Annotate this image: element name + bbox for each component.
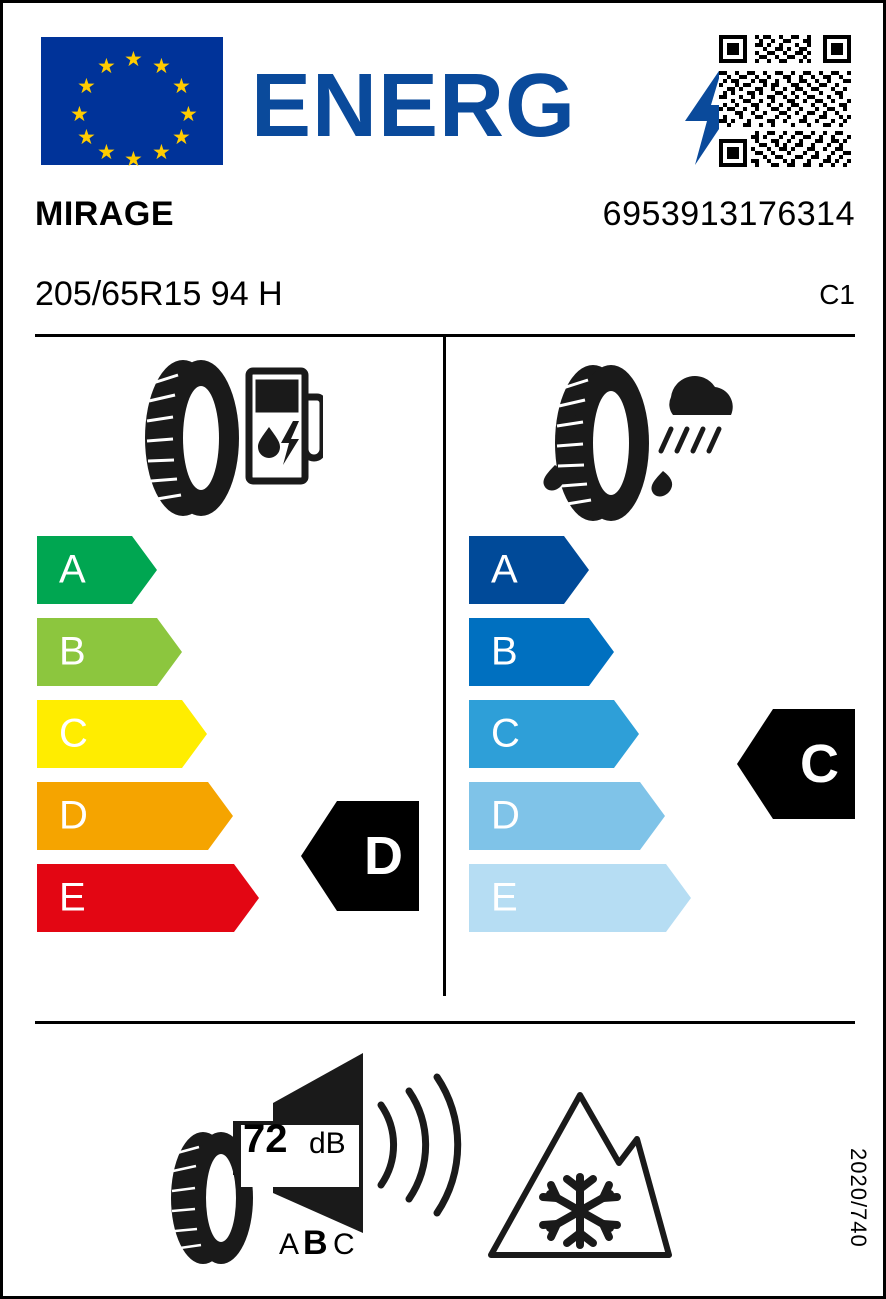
- brand-row: [35, 195, 855, 241]
- fuel-grade-letter: E: [59, 875, 86, 920]
- fuel-grade-letter: B: [59, 629, 86, 674]
- noise-class-a: A: [279, 1228, 300, 1261]
- tyre-rain-cloud-icon: [531, 353, 741, 523]
- wet-grade-letter: A: [491, 547, 518, 592]
- fuel-grade-letter: A: [59, 547, 86, 592]
- qr-code-icon: [719, 35, 851, 167]
- wet-grade-row: [469, 536, 729, 604]
- tyre-class: C1: [819, 279, 855, 310]
- wet-grip-scale: [469, 536, 729, 946]
- divider-vertical: [443, 334, 446, 996]
- fuel-grade-row: [37, 782, 297, 850]
- fuel-grade-row: [37, 700, 297, 768]
- fuel-grade-row: [37, 618, 297, 686]
- wet-grade-row: [469, 864, 729, 932]
- fuel-grade-row: [37, 864, 297, 932]
- divider-bottom: [35, 1021, 855, 1024]
- wet-grade-row: [469, 782, 729, 850]
- wet-grade-row: [469, 618, 729, 686]
- noise-value: 72: [243, 1117, 288, 1161]
- label-header: [41, 35, 851, 175]
- energy-wordmark: ENERG: [251, 56, 577, 156]
- noise-class-c: C: [333, 1228, 355, 1261]
- fuel-rating-letter: D: [364, 826, 403, 886]
- wet-rating-marker: [737, 709, 855, 819]
- wet-grade-letter: D: [491, 793, 520, 838]
- tyre-fuel-pump-icon: [123, 353, 323, 523]
- fuel-rating-marker: [301, 801, 419, 911]
- brand-name: MIRAGE: [35, 195, 174, 233]
- noise-class-b: B: [303, 1224, 328, 1262]
- size-row: [35, 275, 855, 321]
- noise-unit: dB: [309, 1127, 346, 1160]
- tyre-size: 205/65R15 94 H: [35, 275, 283, 313]
- fuel-grade-letter: D: [59, 793, 88, 838]
- eu-flag-icon: ★ ★ ★ ★ ★ ★ ★ ★ ★ ★ ★ ★: [41, 37, 223, 165]
- regulation-reference: 2020/740: [846, 1148, 871, 1248]
- fuel-efficiency-scale: [37, 536, 297, 946]
- fuel-grade-letter: C: [59, 711, 88, 756]
- wet-grade-letter: B: [491, 629, 518, 674]
- wet-grade-row: [469, 700, 729, 768]
- wet-grade-letter: E: [491, 875, 518, 920]
- product-sku: 6953913176314: [602, 195, 855, 233]
- wet-grade-letter: C: [491, 711, 520, 756]
- three-peak-mountain-snowflake-icon: [487, 1089, 673, 1261]
- fuel-grade-row: [37, 536, 297, 604]
- wet-rating-letter: C: [800, 734, 839, 794]
